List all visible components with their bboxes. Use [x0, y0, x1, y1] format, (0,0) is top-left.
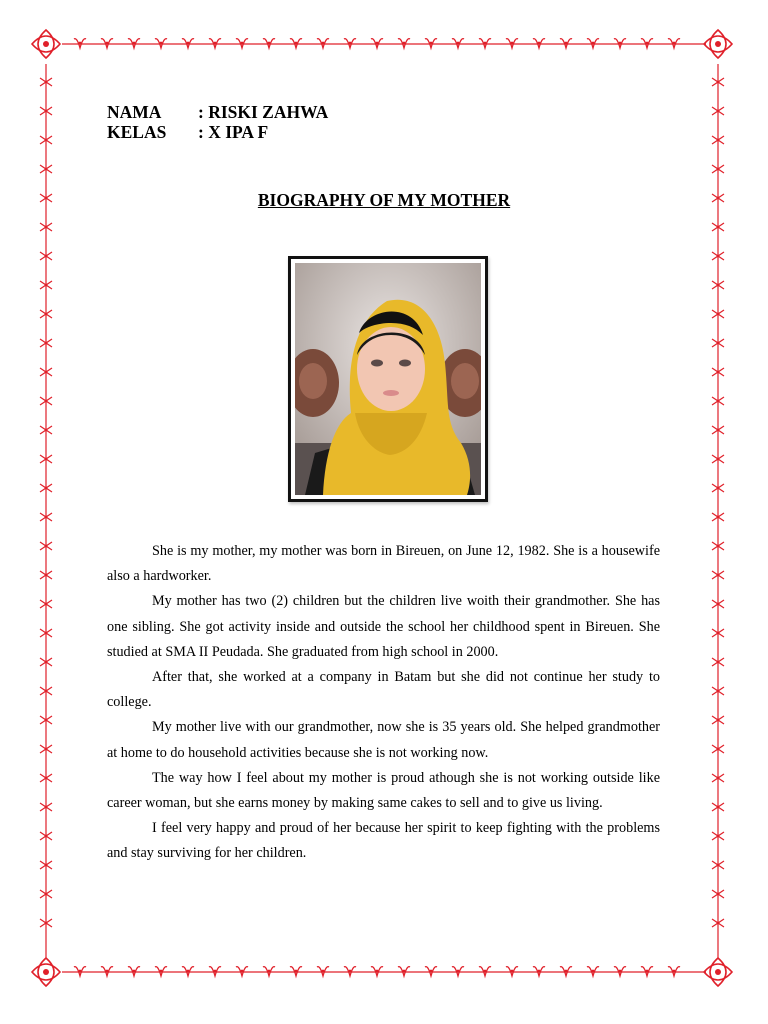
border-motif [182, 967, 194, 976]
name-value: : RISKI ZAHWA [198, 102, 329, 122]
border-motif [371, 39, 383, 48]
border-motif [290, 967, 302, 976]
border-motif [398, 39, 410, 48]
border-motif [560, 39, 572, 48]
corner-ornament [32, 958, 60, 986]
border-motif [128, 39, 140, 48]
biography-text [107, 539, 660, 867]
name-label: NAMA [107, 102, 162, 122]
border-motif [452, 39, 464, 48]
border-motif [587, 967, 599, 976]
mother-photo [288, 256, 488, 502]
border-motif [614, 39, 626, 48]
border-motif [74, 967, 86, 976]
class-value: : X IPA F [198, 122, 269, 142]
page-title: BIOGRAPHY OF MY MOTHER [257, 190, 511, 210]
border-motif [263, 39, 275, 48]
border-motif [506, 39, 518, 48]
border-motif [74, 39, 86, 48]
border-motif [317, 967, 329, 976]
border-motif [641, 967, 653, 976]
border-motif [479, 967, 491, 976]
border-motif [479, 39, 491, 48]
border-motif [236, 39, 248, 48]
border-motif [641, 39, 653, 48]
paragraph: The way how I feel about my mother is proud athough she is not working outside like career woman, but she earns money by making same cakes to sell and to give us living. [107, 769, 660, 812]
border-motif [533, 967, 545, 976]
border-motif [344, 967, 356, 976]
paragraph: My mother has two (2) children but the children live woith their grandmother. She has one sibling. She got activity inside and outside the school her childhood spent in Bireuen. She studied at SMA II Peudada. She graduated from high school in 2000. [107, 593, 660, 660]
border-motif [452, 967, 464, 976]
border-motif [587, 39, 599, 48]
corner-ornament [32, 30, 60, 58]
border-motif [371, 967, 383, 976]
border-motif [668, 967, 680, 976]
class-label: KELAS [107, 122, 167, 142]
paragraph: I feel very happy and proud of her because her spirit to keep fighting with the problems and stay surviving for her children. [107, 820, 660, 862]
border-motif [290, 39, 302, 48]
border-motif [209, 39, 221, 48]
border-motif [398, 967, 410, 976]
border-motif [209, 967, 221, 976]
border-motif [128, 967, 140, 976]
corner-ornament [704, 30, 732, 58]
border-motif [101, 967, 113, 976]
border-motif [317, 39, 329, 48]
border-motif [263, 967, 275, 976]
paragraph: My mother live with our grandmother, now she is 35 years old. She helped grandmother at home to do household activities because she is not working now. [107, 719, 660, 761]
border-motif [533, 39, 545, 48]
border-motif [236, 967, 248, 976]
border-motif [155, 967, 167, 976]
student-identity [107, 102, 328, 142]
class-row [107, 122, 328, 142]
portrait-illustration [295, 263, 481, 495]
border-motif [614, 967, 626, 976]
paragraph: After that, she worked at a company in Batam but she did not continue her study to college. [107, 669, 660, 711]
border-motif [560, 967, 572, 976]
border-motif [344, 39, 356, 48]
border-motif [101, 39, 113, 48]
border-motif [182, 39, 194, 48]
name-row [107, 102, 328, 122]
border-motif [155, 39, 167, 48]
border-motif [425, 967, 437, 976]
border-motif [506, 967, 518, 976]
border-motif [425, 39, 437, 48]
paragraph: She is my mother, my mother was born in Bireuen, on June 12, 1982. She is a housewife also a hardworker. [107, 543, 660, 585]
border-motif [668, 39, 680, 48]
corner-ornament [704, 958, 732, 986]
